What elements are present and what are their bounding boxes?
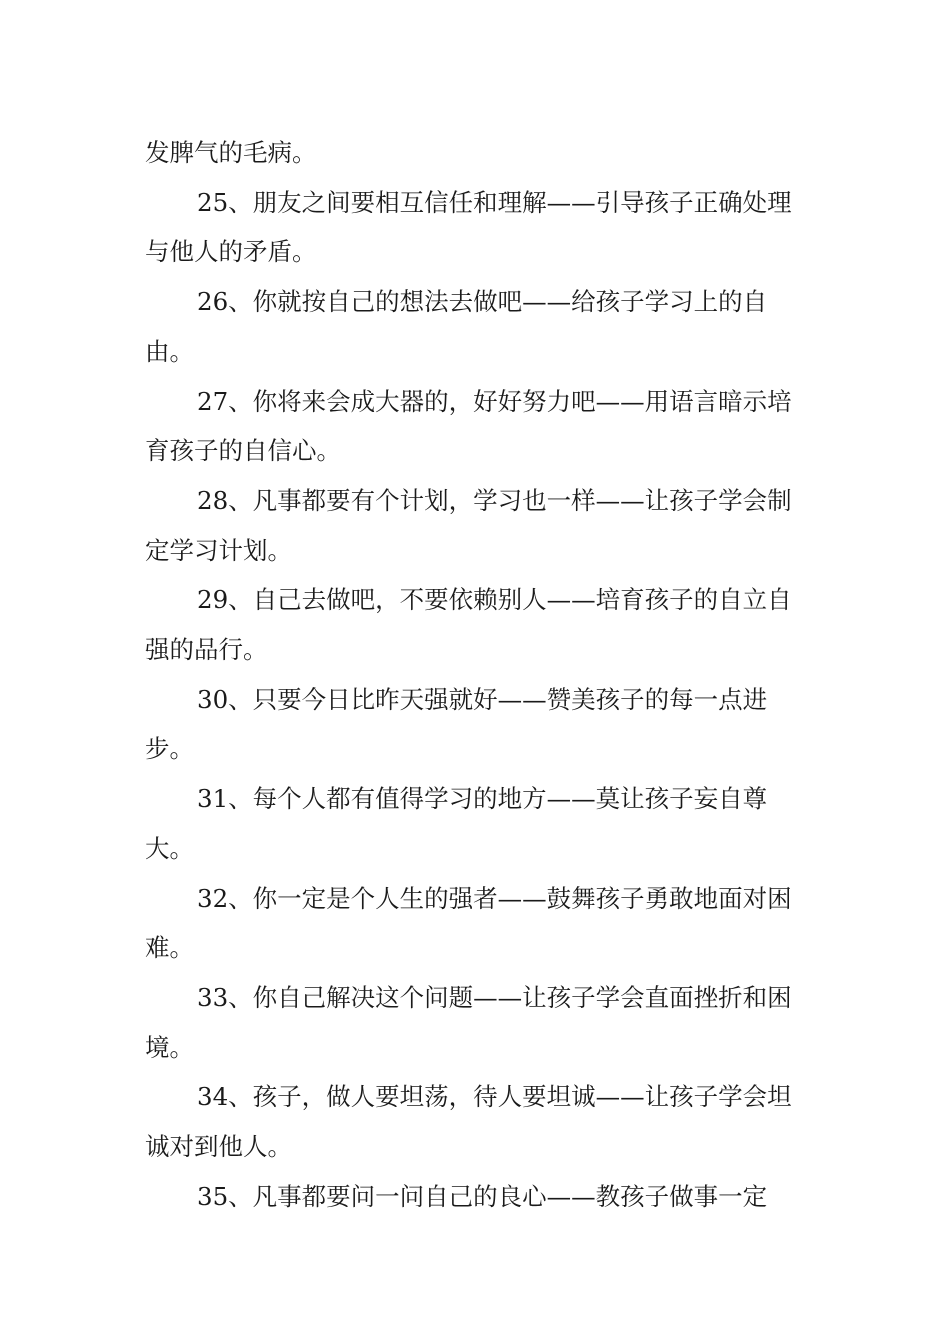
paragraph-item-30: 30、只要今日比昨天强就好——赞美孩子的每一点进步。 (145, 684, 768, 764)
paragraph-item-34: 34、孩子，做人要坦荡，待人要坦诚——让孩子学会坦诚对到他人。 (145, 1082, 792, 1162)
paragraph-item-31: 31、每个人都有值得学习的地方——莫让孩子妄自尊大。 (145, 784, 768, 863)
paragraph-item-29: 29、自己去做吧，不要依赖别人——培育孩子的自立自强的品行。 (145, 585, 792, 665)
paragraph-item-32: 32、你一定是个人生的强者——鼓舞孩子勇敢地面对困难。 (145, 883, 792, 963)
paragraph-item-28: 28、凡事都要有个计划，学习也一样——让孩子学会制定学习计划。 (145, 485, 792, 565)
document-body (145, 128, 810, 1221)
paragraph-item-27: 27、你将来会成大器的，好好努力吧——用语言暗示培育孩子的自信心。 (145, 386, 792, 466)
paragraph-item-33: 33、你自己解决这个问题——让孩子学会直面挫折和困境。 (145, 982, 792, 1062)
paragraph-continuation: 发脾气的毛病。 (145, 138, 317, 167)
paragraph-item-26: 26、你就按自己的想法去做吧——给孩子学习上的自由。 (145, 287, 768, 366)
paragraph-item-25: 25、朋友之间要相互信任和理解——引导孩子正确处理与他人的矛盾。 (145, 187, 792, 267)
paragraph-item-35: 35、凡事都要问一问自己的良心——教孩子做事一定 (197, 1181, 768, 1211)
